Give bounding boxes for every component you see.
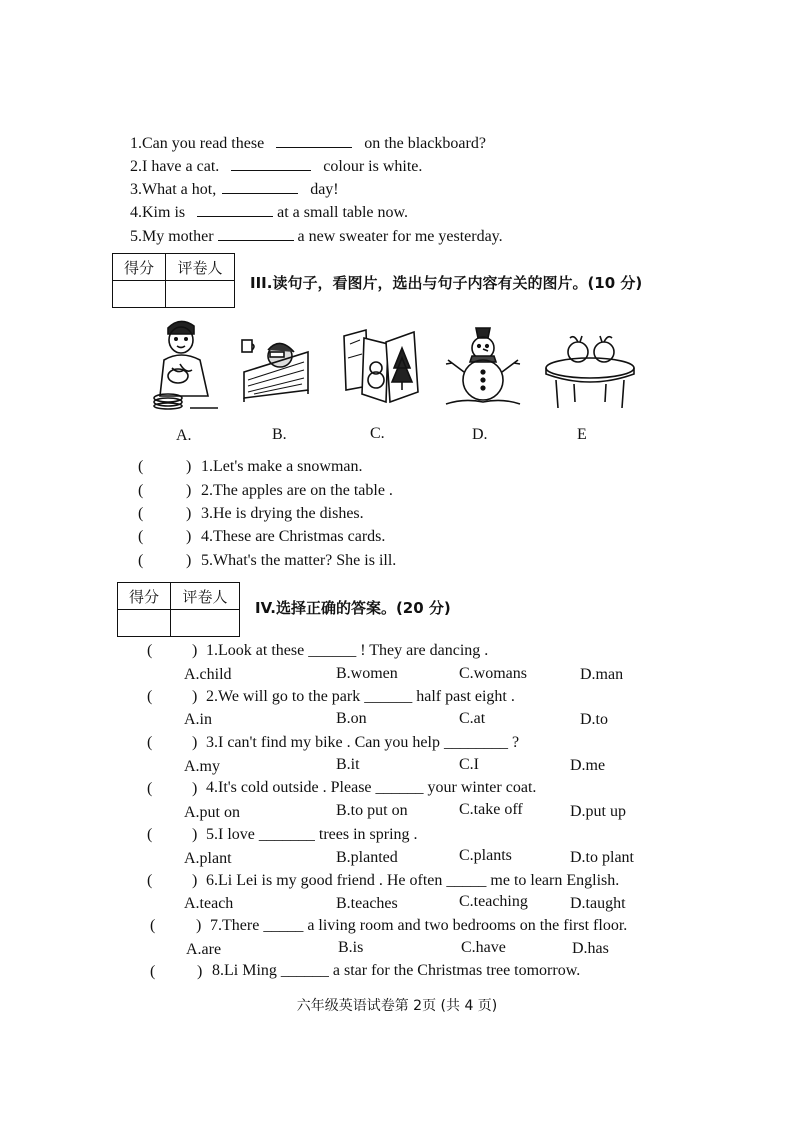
question-text: on the blackboard?	[364, 135, 486, 152]
answer-paren-open: (	[147, 872, 153, 889]
question-text: your winter coat.	[427, 779, 537, 796]
blank-question-1	[130, 133, 486, 153]
question-text: 8.Li Ming	[212, 962, 277, 979]
option-a: A.teach	[184, 895, 234, 912]
match-sentence: 4.These are Christmas cards.	[201, 528, 386, 545]
answer-blank[interactable]	[222, 179, 298, 194]
score-table	[117, 582, 240, 637]
option-a: A.my	[184, 758, 220, 775]
christmas-cards-icon	[340, 328, 420, 406]
answer-paren-open: (	[147, 826, 153, 843]
option-a: A.child	[184, 666, 232, 683]
mc-question-7	[210, 917, 627, 935]
answer-blank[interactable]	[276, 133, 352, 148]
score-cell[interactable]	[118, 610, 171, 637]
option-a: A.are	[186, 941, 222, 958]
question-text: 5.My mother	[130, 228, 214, 245]
question-text: day!	[310, 181, 339, 198]
snowman-icon	[444, 326, 522, 408]
option-d: D.to	[580, 711, 608, 728]
option-c: C.have	[461, 939, 506, 956]
blank-question-2	[130, 156, 422, 176]
page-footer: 六年级英语试卷第 2页 (共 4 页)	[296, 998, 498, 1014]
answer-blank[interactable]	[231, 156, 311, 171]
grader-header: 评卷人	[171, 583, 240, 610]
question-text: ?	[511, 734, 520, 751]
picture-label-b: B.	[272, 426, 287, 443]
grader-cell[interactable]	[166, 281, 235, 308]
option-a: A.in	[184, 711, 212, 728]
option-a: A.plant	[184, 850, 232, 867]
answer-paren-open: (	[147, 734, 153, 751]
question-text: 5.I love	[206, 826, 255, 843]
answer-paren-close[interactable]: )	[192, 872, 198, 889]
match-sentence: 1.Let's make a snowman.	[201, 458, 363, 475]
answer-blank[interactable]: ______	[375, 779, 424, 796]
answer-paren-close[interactable]: )	[192, 688, 198, 705]
boy-drying-dishes-icon	[150, 316, 220, 410]
mc-question-1	[206, 642, 488, 660]
question-text: 1.Look at these	[206, 642, 305, 659]
picture-label-a: A.	[176, 427, 192, 444]
section-4-heading: IV.选择正确的答案。(20 分)	[255, 599, 451, 617]
option-b: B.to put on	[336, 802, 408, 819]
score-header: 得分	[118, 583, 171, 610]
answer-paren-close[interactable]: )	[186, 528, 192, 545]
match-sentence: 3.He is drying the dishes.	[201, 505, 364, 522]
picture-label-c: C.	[370, 425, 385, 442]
answer-blank[interactable]	[197, 202, 273, 217]
answer-paren-close[interactable]: )	[186, 482, 192, 499]
question-text: 2.We will go to the park	[206, 688, 361, 705]
answer-paren-close[interactable]: )	[192, 734, 198, 751]
mc-question-8	[212, 962, 580, 980]
option-c: C.teaching	[459, 893, 528, 910]
answer-blank[interactable]: ________	[443, 734, 508, 751]
answer-paren-close[interactable]: )	[197, 963, 203, 980]
picture-label-d: D.	[472, 426, 488, 443]
option-b: B.is	[338, 939, 364, 956]
option-b: B.it	[336, 756, 360, 773]
question-text: 3.What a hot,	[130, 181, 217, 198]
question-text: a new sweater for me yesterday.	[297, 228, 503, 245]
option-d: D.taught	[570, 895, 626, 912]
option-b: B.teaches	[336, 895, 398, 912]
question-text: a star for the Christmas tree tomorrow.	[332, 962, 581, 979]
picture-label-e: E	[577, 426, 587, 443]
option-c: C.I	[459, 756, 479, 773]
sick-girl-in-bed-icon	[240, 332, 312, 404]
question-text: at a small table now.	[277, 204, 409, 221]
grader-header: 评卷人	[166, 254, 235, 281]
answer-paren-open: (	[138, 552, 144, 569]
match-sentence: 5.What's the matter? She is ill.	[201, 552, 397, 569]
question-text: me to learn English.	[490, 872, 620, 889]
answer-paren-open: (	[150, 917, 156, 934]
answer-blank[interactable]	[218, 226, 294, 241]
mc-question-2	[206, 688, 515, 706]
answer-paren-open: (	[138, 505, 144, 522]
option-d: D.put up	[570, 803, 626, 820]
question-text: colour is white.	[323, 158, 423, 175]
answer-blank[interactable]: _____	[263, 917, 304, 934]
question-text: 7.There	[210, 917, 260, 934]
apples-on-table-icon	[544, 330, 636, 410]
score-cell[interactable]	[113, 281, 166, 308]
answer-paren-open: (	[138, 458, 144, 475]
answer-paren-open: (	[150, 963, 156, 980]
score-header: 得分	[113, 254, 166, 281]
match-sentence: 2.The apples are on the table .	[201, 482, 393, 499]
answer-paren-close[interactable]: )	[186, 458, 192, 475]
answer-paren-open: (	[147, 780, 153, 797]
option-d: D.me	[570, 757, 606, 774]
option-d: D.has	[572, 940, 609, 957]
option-d: D.man	[580, 666, 624, 683]
question-text: ! They are dancing .	[360, 642, 489, 659]
answer-paren-close[interactable]: )	[192, 780, 198, 797]
question-text: 1.Can you read these	[130, 135, 265, 152]
answer-paren-close[interactable]: )	[186, 552, 192, 569]
blank-question-3	[130, 179, 339, 199]
answer-blank[interactable]: ______	[364, 688, 413, 705]
answer-paren-open: (	[138, 482, 144, 499]
question-text: 2.I have a cat.	[130, 158, 220, 175]
question-text: a living room and two bedrooms on the first floor.	[307, 917, 628, 934]
grader-cell[interactable]	[171, 610, 240, 637]
answer-blank[interactable]: ______	[308, 642, 357, 659]
question-text: 4.Kim is	[130, 204, 186, 221]
answer-paren-close[interactable]: )	[192, 826, 198, 843]
question-text: 3.I can't find my bike . Can you help	[206, 734, 440, 751]
blank-question-5	[130, 226, 503, 246]
option-c: C.take off	[459, 801, 523, 818]
option-d: D.to plant	[570, 849, 634, 866]
answer-blank[interactable]: ______	[280, 962, 329, 979]
option-c: C.plants	[459, 847, 512, 864]
option-c: C.at	[459, 710, 486, 727]
mc-question-5	[206, 826, 418, 844]
answer-blank[interactable]: _______	[258, 826, 315, 843]
question-text: trees in spring .	[318, 826, 418, 843]
option-b: B.on	[336, 710, 367, 727]
mc-question-6	[206, 872, 619, 890]
option-b: B.planted	[336, 849, 398, 866]
option-a: A.put on	[184, 804, 240, 821]
answer-paren-close[interactable]: )	[192, 642, 198, 659]
mc-question-3	[206, 734, 519, 752]
blank-question-4	[130, 202, 408, 222]
option-b: B.women	[336, 665, 398, 682]
option-c: C.womans	[459, 665, 527, 682]
question-text: 6.Li Lei is my good friend . He often	[206, 872, 443, 889]
score-table	[112, 253, 235, 308]
answer-paren-close[interactable]: )	[196, 917, 202, 934]
section-3-heading: III.读句子，看图片，选出与句子内容有关的图片。(10 分)	[250, 274, 643, 292]
answer-paren-open: (	[147, 642, 153, 659]
answer-paren-open: (	[138, 528, 144, 545]
question-text: half past eight .	[416, 688, 515, 705]
answer-blank[interactable]: _____	[446, 872, 487, 889]
mc-question-4	[206, 779, 536, 797]
question-text: 4.It's cold outside . Please	[206, 779, 372, 796]
answer-paren-close[interactable]: )	[186, 505, 192, 522]
answer-paren-open: (	[147, 688, 153, 705]
